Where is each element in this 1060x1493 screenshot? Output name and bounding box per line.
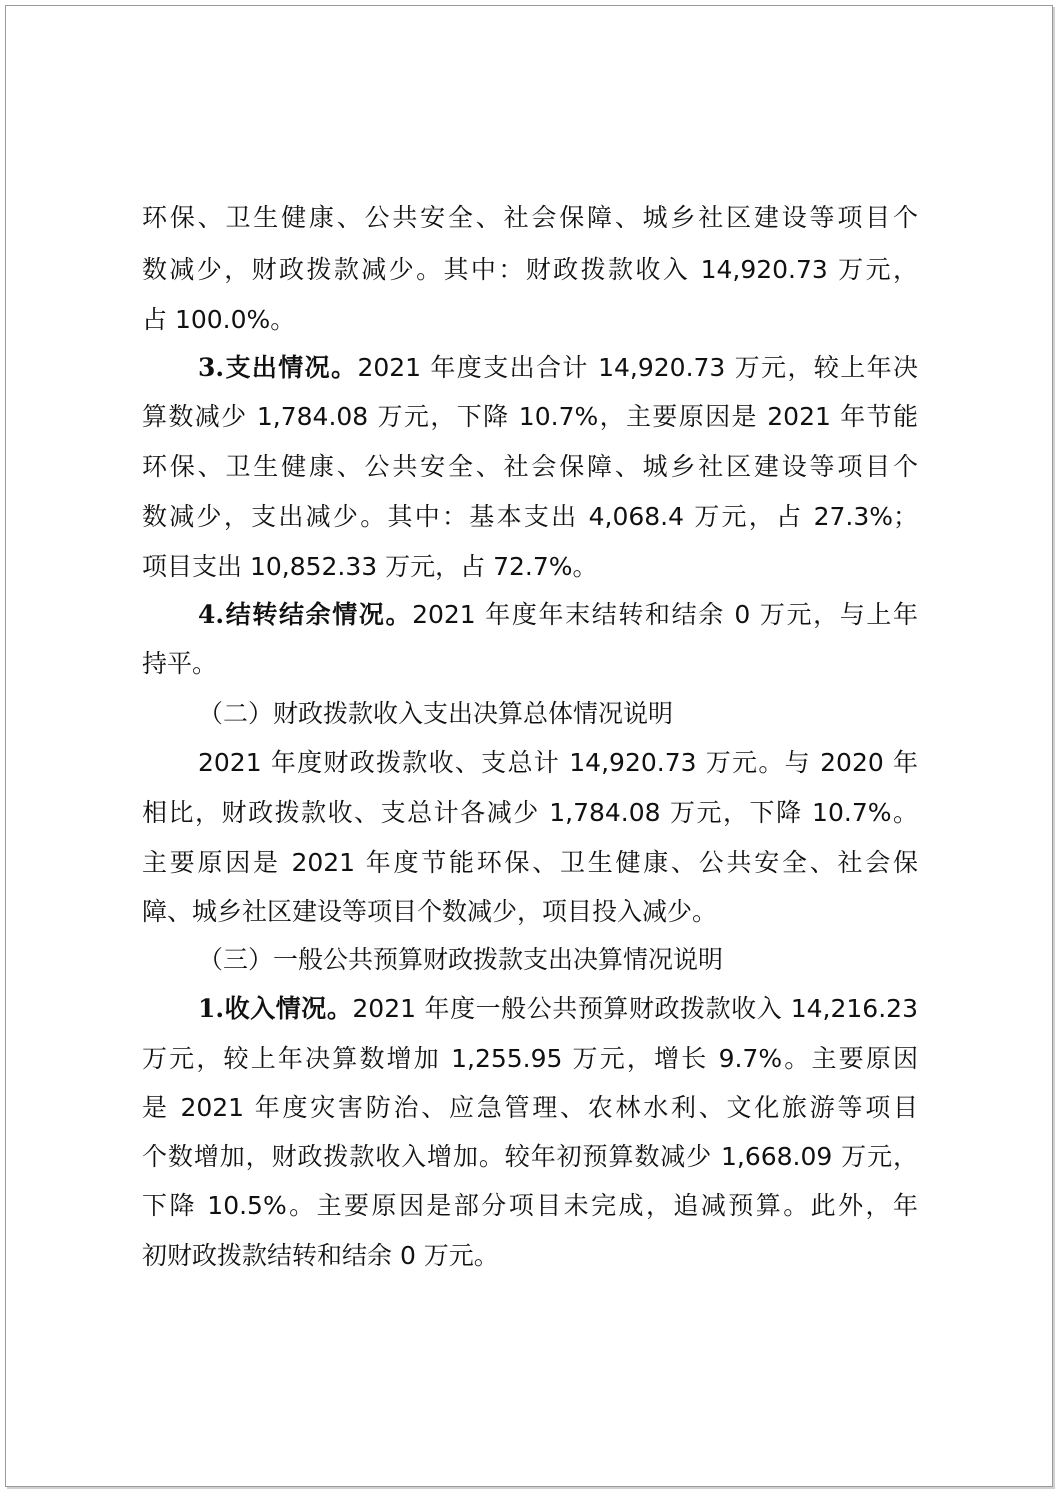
section-lead: 3.支出情况。 [198,353,358,382]
paragraph-line: 相比，财政拨款收、支总计各减少 1,784.08 万元，下降 10.7%。 [142,798,918,827]
paragraph-line: 持平。 [142,649,218,678]
paragraph-line: 占 100.0%。 [142,305,296,334]
paragraph-line: 下降 10.5%。主要原因是部分项目未完成，追减预算。此外，年 [142,1191,918,1220]
section-heading: （二）财政拨款收入支出决算总体情况说明 [198,699,674,728]
paragraph-line: 障、城乡社区建设等项目个数减少，项目投入减少。 [142,897,718,926]
paragraph-line [198,348,918,388]
section-lead: 1.收入情况。 [198,994,353,1023]
paragraph-line: 是 2021 年度灾害防治、应急管理、农林水利、文化旅游等项目 [142,1093,918,1122]
section-heading: （三）一般公共预算财政拨款支出决算情况说明 [198,945,724,974]
paragraph-line: 主要原因是 2021 年度节能环保、卫生健康、公共安全、社会保 [142,848,918,877]
paragraph-line: 环保、卫生健康、公共安全、社会保障、城乡社区建设等项目个 [142,452,918,481]
paragraph-line: 2021 年度财政拨款收、支总计 14,920.73 万元。与 2020 年 [198,748,918,777]
paragraph-line: 数减少，支出减少。其中：基本支出 4,068.4 万元，占 27.3%； [142,502,918,531]
paragraph-line: 初财政拨款结转和结余 0 万元。 [142,1241,499,1270]
paragraph-line: 项目支出 10,852.33 万元，占 72.7%。 [142,552,598,581]
paragraph-line [198,595,918,635]
paragraph-line: 环保、卫生健康、公共安全、社会保障、城乡社区建设等项目个 [142,203,918,232]
section-text: 2021 年度年末结转和结余 0 万元，与上年 [412,600,918,629]
section-lead: 4.结转结余情况。 [198,600,413,629]
paragraph-line: 数减少，财政拨款减少。其中：财政拨款收入 14,920.73 万元， [142,255,918,284]
section-text: 2021 年度支出合计 14,920.73 万元，较上年决 [357,353,918,382]
paragraph-line [198,989,918,1029]
paragraph-line: 个数增加，财政拨款收入增加。较年初预算数减少 1,668.09 万元， [142,1142,918,1171]
paragraph-line: 万元，较上年决算数增加 1,255.95 万元，增长 9.7%。主要原因 [142,1044,918,1073]
section-text: 2021 年度一般公共预算财政拨款收入 14,216.23 [352,994,918,1023]
paragraph-line: 算数减少 1,784.08 万元，下降 10.7%，主要原因是 2021 年节能 [142,402,918,431]
